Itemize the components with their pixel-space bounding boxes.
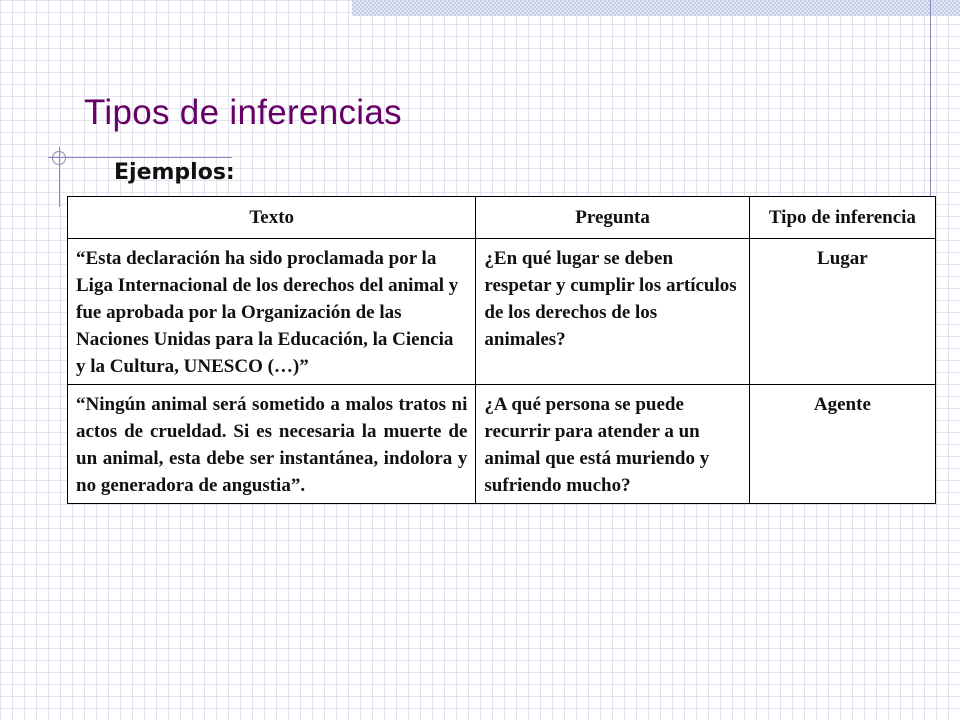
cell-tipo: Agente xyxy=(749,385,935,504)
column-header-tipo: Tipo de inferencia xyxy=(749,197,935,239)
cell-tipo: Lugar xyxy=(749,239,935,385)
decorative-band xyxy=(352,0,960,16)
cell-texto: “Ningún animal será sometido a malos tratos ni actos de crueldad. Si es necesaria la muerte de un animal, esta debe ser instantánea, indolora y no generadora de angustia”. xyxy=(68,385,476,504)
column-header-pregunta: Pregunta xyxy=(476,197,749,239)
page-title: Tipos de inferencias xyxy=(84,93,402,132)
cell-pregunta: ¿En qué lugar se deben respetar y cumplir los artículos de los derechos de los animales? xyxy=(476,239,749,385)
cell-pregunta: ¿A qué persona se puede recurrir para atender a un animal que está muriendo y sufriendo mucho? xyxy=(476,385,749,504)
table-row xyxy=(68,239,936,385)
inference-table xyxy=(67,196,936,504)
table-row xyxy=(68,385,936,504)
decorative-horizontal-line xyxy=(48,157,232,158)
decorative-circle-icon xyxy=(52,151,66,165)
column-header-texto: Texto xyxy=(68,197,476,239)
table-header-row xyxy=(68,197,936,239)
section-subtitle: Ejemplos: xyxy=(114,160,235,185)
cell-texto: “Esta declaración ha sido proclamada por la Liga Internacional de los derechos del animal y fue aprobada por la Organización de las Naciones Unidas para la Educación, la Ciencia y la Cultura, UNESCO (…)” xyxy=(68,239,476,385)
